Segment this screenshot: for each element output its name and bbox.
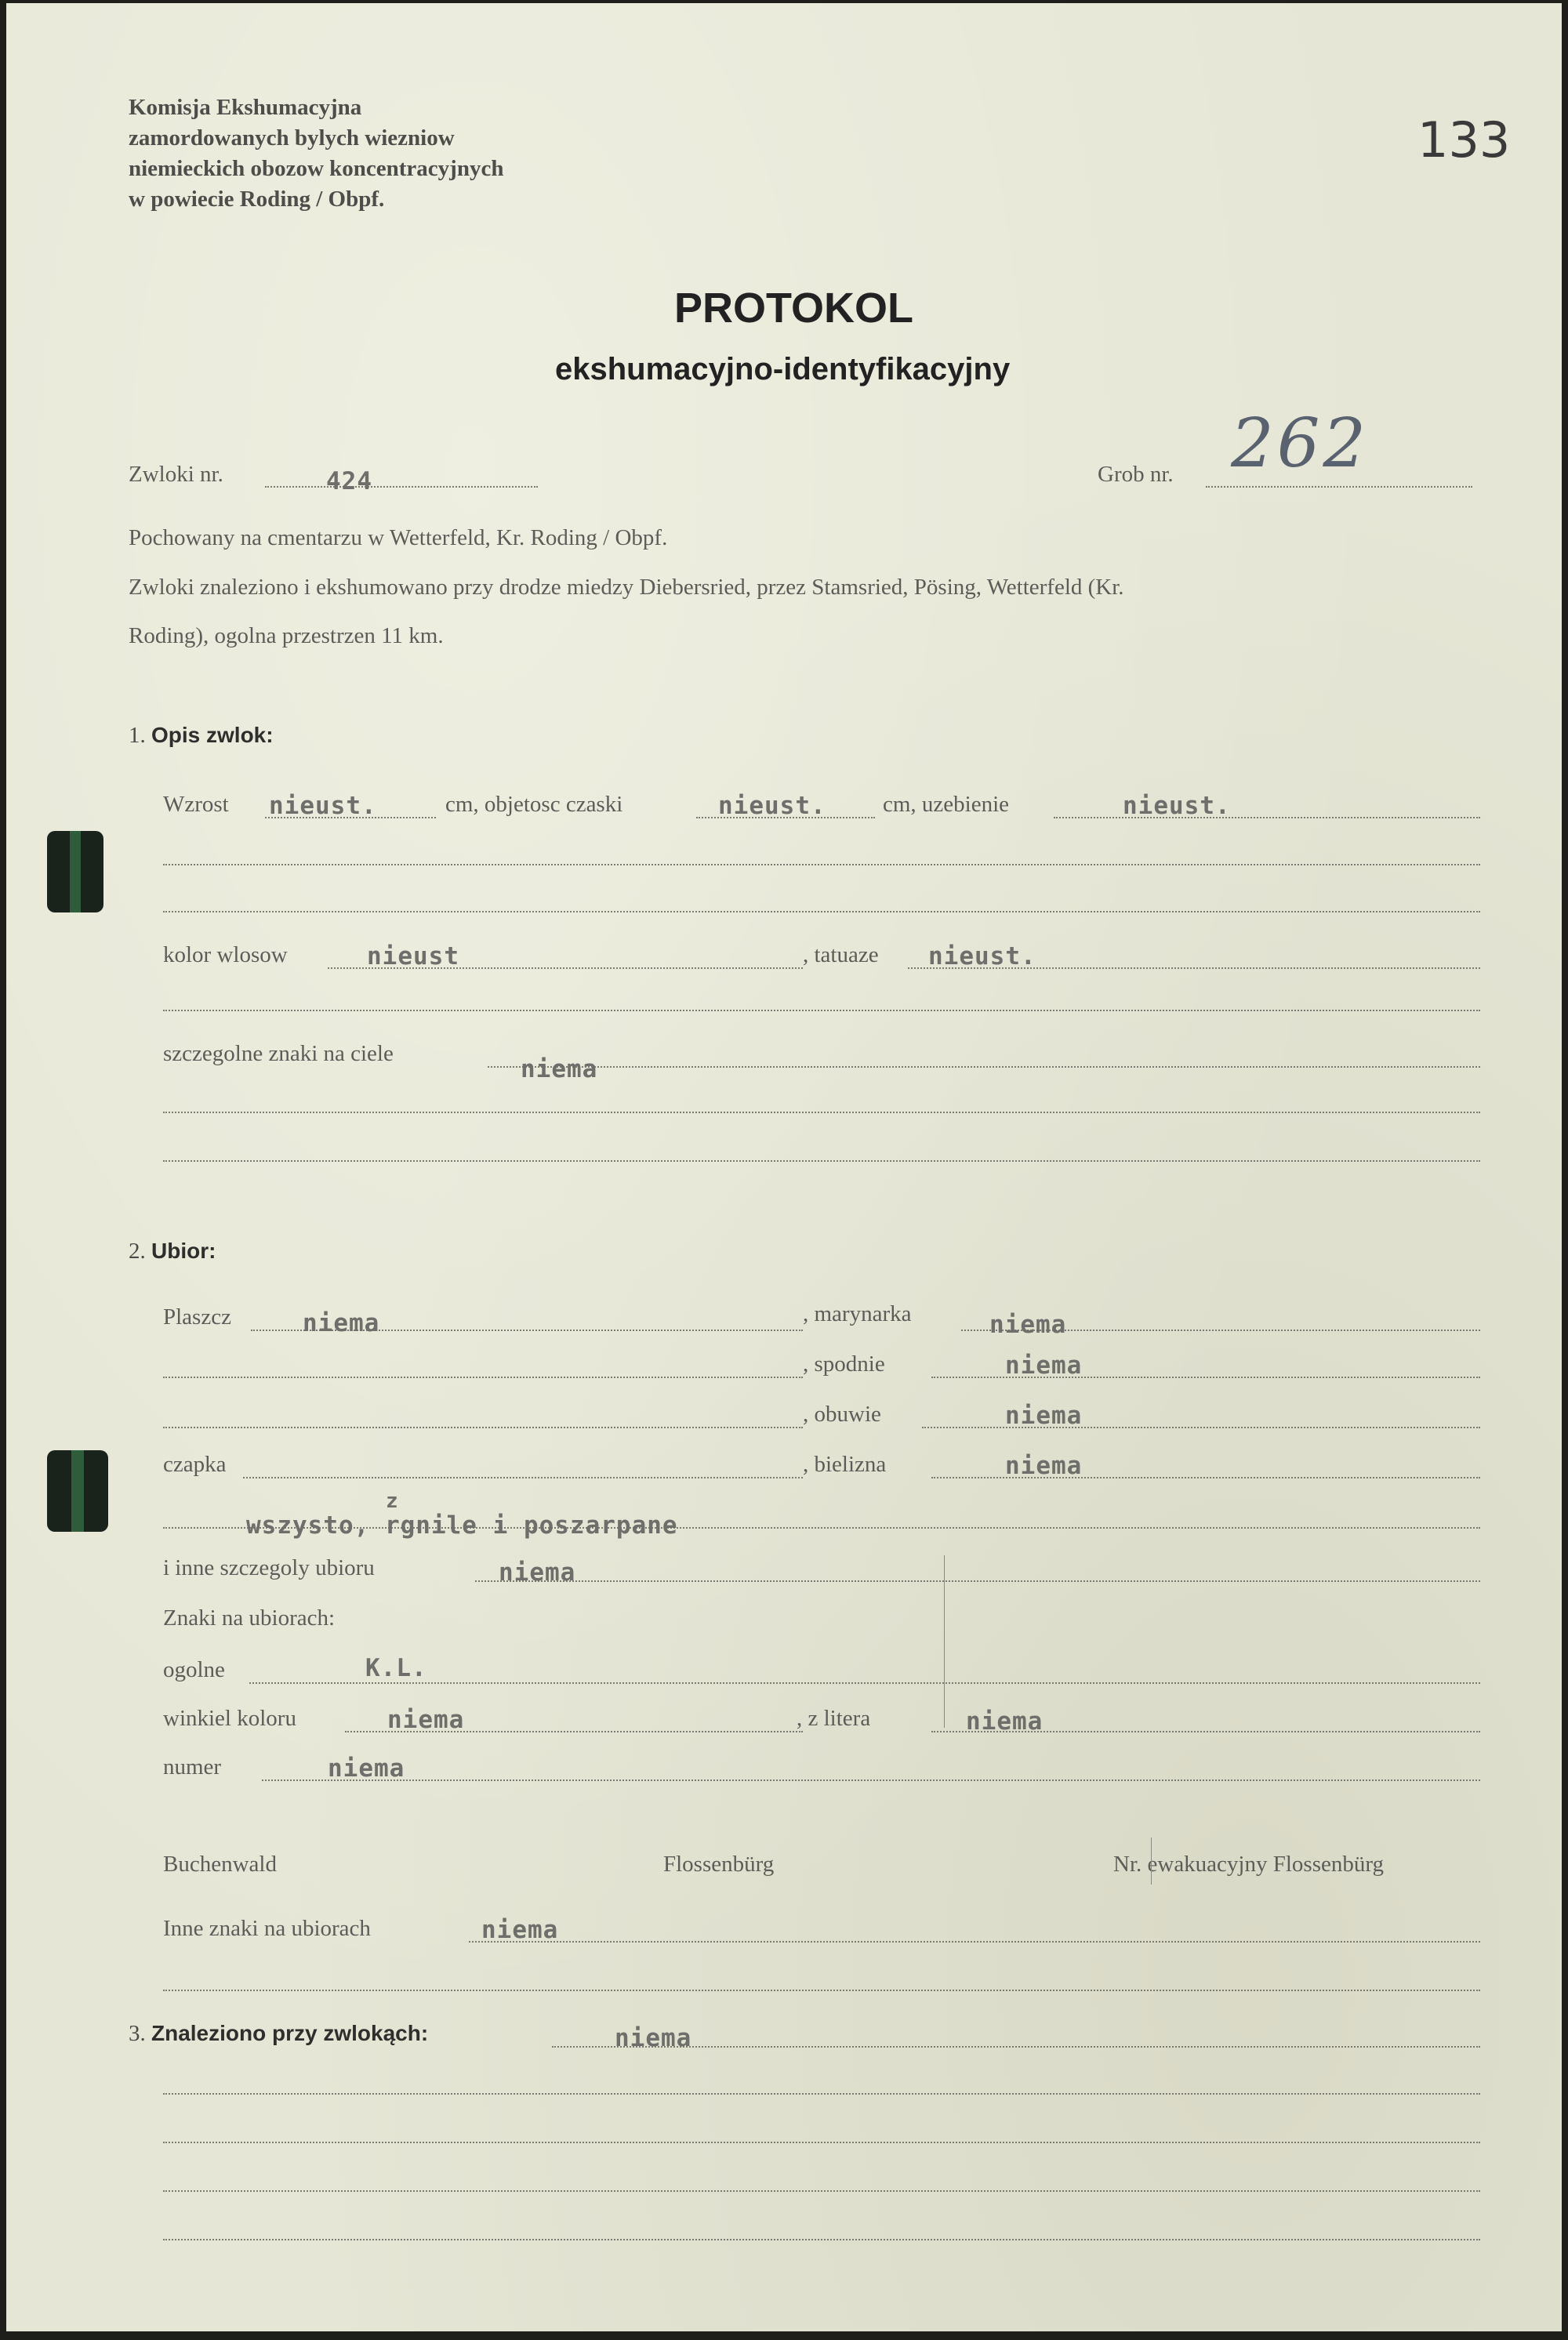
- czaszka-label: cm, objetosc czaski: [445, 792, 623, 817]
- document-title: PROTOKOL: [674, 285, 914, 332]
- header-line: w powiecie Roding / Obpf.: [129, 187, 385, 212]
- tatuaze-label: , tatuaze: [803, 942, 879, 967]
- plaszcz-value: niema: [303, 1309, 380, 1337]
- inne-line: [475, 1580, 1480, 1582]
- marynarka-value: niema: [989, 1311, 1067, 1339]
- document-page: [6, 3, 1562, 2331]
- zwloki-value: 424: [326, 467, 372, 495]
- blank-line: [163, 2239, 1480, 2240]
- spodnie-label: , spodnie: [803, 1351, 885, 1377]
- camp-buchenwald: Buchenwald: [163, 1852, 277, 1877]
- document-subtitle: ekshumacyjno-identyfikacyjny: [555, 352, 1011, 386]
- winkiel-label: winkiel koloru: [163, 1706, 296, 1731]
- header-line: niemieckich obozow koncentracyjnych: [129, 156, 504, 181]
- section-title: Ubior:: [151, 1239, 216, 1263]
- blank-line: [163, 2093, 1480, 2095]
- binder-clip: [47, 831, 103, 912]
- header-line: Komisja Ekshumacyjna: [129, 95, 362, 120]
- grob-label: Grob nr.: [1098, 462, 1174, 487]
- section-number: 2.: [129, 1239, 146, 1264]
- uzebienie-value: nieust.: [1123, 792, 1231, 820]
- bielizna-value: niema: [1005, 1452, 1083, 1480]
- bielizna-label: , bielizna: [803, 1452, 887, 1477]
- pencil-mark: [1151, 1838, 1152, 1885]
- uzebienie-line: [1054, 817, 1480, 818]
- blank-line: [163, 1010, 1480, 1011]
- inne-znaki-line: [469, 1941, 1480, 1943]
- section-number: 1.: [129, 723, 146, 748]
- section1-heading: [129, 723, 274, 749]
- blank-line: [163, 911, 1480, 912]
- obuwie-label: , obuwie: [803, 1402, 881, 1427]
- camp-flossenburg: Flossenbürg: [663, 1852, 775, 1877]
- section-title: Opis zwlok:: [151, 723, 274, 747]
- page-number: 133: [1417, 111, 1511, 169]
- header-block: [129, 93, 503, 215]
- pencil-mark: [944, 1555, 945, 1728]
- section3-heading: [129, 2021, 428, 2047]
- wzrost-label: Wzrost: [163, 792, 229, 817]
- section3-value: niema: [615, 2024, 692, 2052]
- inne-znaki-value: niema: [481, 1916, 559, 1944]
- evacuation-number-label: Nr. ewakuacyjny Flossenbürg: [1113, 1852, 1384, 1877]
- burial-text: Pochowany na cmentarzu w Wetterfeld, Kr. Roding / Obpf.: [129, 525, 668, 550]
- plaszcz-label: Plaszcz: [163, 1304, 231, 1330]
- czaszka-value: nieust.: [718, 792, 826, 820]
- section-title: Znaleziono przy zwlokąch:: [151, 2021, 429, 2045]
- blank-line: [163, 2142, 1480, 2143]
- binder-clip: [47, 1450, 108, 1532]
- obuwie-value: niema: [1005, 1402, 1083, 1430]
- wlosy-label: kolor wlosow: [163, 942, 288, 967]
- numer-line: [262, 1779, 1480, 1781]
- numer-value: niema: [328, 1754, 405, 1783]
- clothing-note: wszysto, rgnile i poszarpane: [246, 1511, 678, 1540]
- grob-line: [1206, 486, 1472, 488]
- found-text-line2: Roding), ogolna przestrzen 11 km.: [129, 623, 444, 648]
- litera-label: , z litera: [797, 1706, 871, 1731]
- zwloki-line: [265, 486, 538, 488]
- czapka-label: czapka: [163, 1452, 227, 1477]
- winkiel-value: niema: [387, 1706, 465, 1734]
- znaki-value: niema: [521, 1055, 598, 1083]
- znaki-line: [488, 1066, 1480, 1068]
- numer-label: numer: [163, 1754, 222, 1779]
- blank-line: [163, 1990, 1480, 1991]
- wlosy-value: nieust: [367, 942, 459, 970]
- ogolne-line: [249, 1682, 1480, 1684]
- litera-value: niema: [966, 1707, 1044, 1736]
- inne-znaki-label: Inne znaki na ubiorach: [163, 1916, 371, 1941]
- marynarka-label: , marynarka: [803, 1301, 912, 1326]
- wzrost-value: nieust.: [269, 792, 377, 820]
- znaki-ubior-label: Znaki na ubiorach:: [163, 1605, 336, 1631]
- zwloki-label: Zwloki nr.: [129, 462, 223, 487]
- blank-line: [163, 1427, 803, 1428]
- blank-line: [163, 1160, 1480, 1162]
- found-text-line1: Zwloki znaleziono i ekshumowano przy drodze miedzy Diebersried, przez Stamsried, Pösing, Wetterfeld (Kr.: [129, 575, 1124, 600]
- section-number: 3.: [129, 2021, 146, 2046]
- czapka-line: [243, 1477, 803, 1478]
- tatuaze-value: nieust.: [928, 942, 1036, 970]
- uzebienie-label: cm, uzebienie: [883, 792, 1010, 817]
- blank-line: [163, 1112, 1480, 1113]
- grob-handwritten-value: 262: [1231, 405, 1370, 483]
- clothing-note-overtype: z: [386, 1489, 399, 1513]
- znaki-label: szczegolne znaki na ciele: [163, 1041, 394, 1066]
- inne-value: niema: [499, 1558, 576, 1587]
- inne-label: i inne szczegoly ubioru: [163, 1555, 375, 1580]
- section2-heading: [129, 1239, 216, 1264]
- spodnie-value: niema: [1005, 1351, 1083, 1380]
- ogolne-value: K.L.: [365, 1654, 427, 1682]
- blank-line: [163, 1377, 803, 1378]
- ogolne-label: ogolne: [163, 1657, 225, 1682]
- blank-line: [163, 2190, 1480, 2192]
- header-line: zamordowanych bylych wiezniow: [129, 125, 455, 151]
- blank-line: [163, 864, 1480, 865]
